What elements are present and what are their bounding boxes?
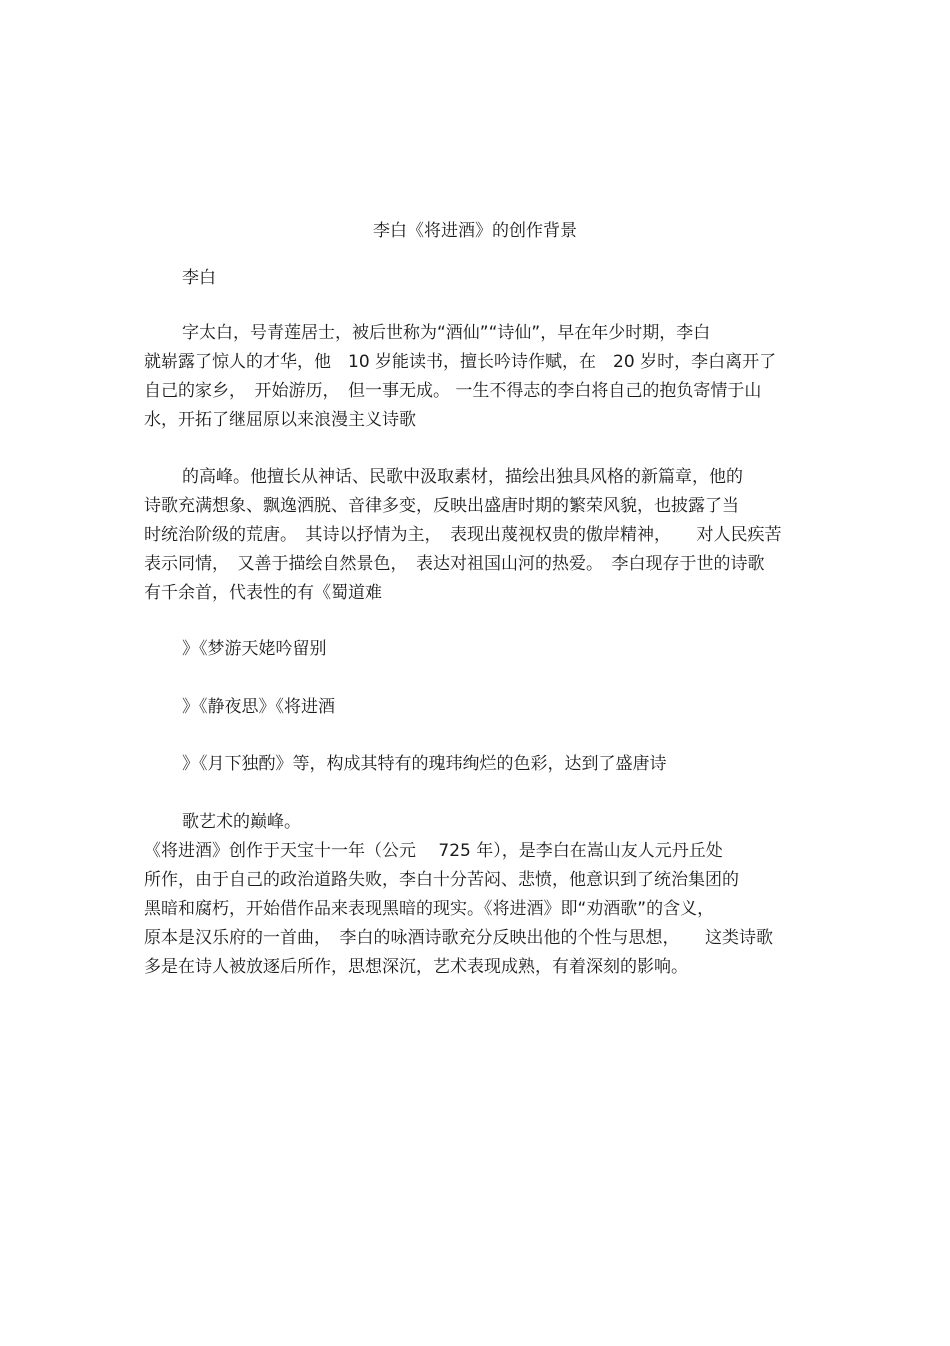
para2-line-3: 时统治阶级的荒唐。 其诗以抒情为主， 表现出蔑视权贵的傲岸精神， 对人民疾苦: [144, 525, 782, 545]
para1-line-4: 水，开拓了继屈原以来浪漫主义诗歌: [144, 410, 416, 430]
para2-line-5: 有千余首，代表性的有《蜀道难: [144, 583, 382, 603]
para3-line-3: 黑暗和腐朽，开始借作品来表现黑暗的现实。《将进酒》即“劝酒歌”的含义，: [144, 899, 715, 919]
fragment-line-2: 》《静夜思》《将进酒: [182, 697, 335, 717]
author-line: 李白: [182, 268, 216, 288]
para3-line-5: 多是在诗人被放逐后所作，思想深沉，艺术表现成熟，有着深刻的影响。: [144, 957, 688, 977]
para3-line-4: 原本是汉乐府的一首曲， 李白的咏酒诗歌充分反映出他的个性与思想， 这类诗歌: [144, 928, 773, 948]
para2-line-1: 的高峰。他擅长从神话、民歌中汲取素材，描绘出独具风格的新篇章，他的: [182, 467, 743, 487]
para1-line-2: 就崭露了惊人的才华，他 10 岁能读书，擅长吟诗作赋，在 20 岁时，李白离开了: [144, 352, 777, 372]
para3-line-2: 所作，由于自己的政治道路失败，李白十分苦闷、悲愤，他意识到了统治集团的: [144, 870, 739, 890]
para2-line-4: 表示同情， 又善于描绘自然景色， 表达对祖国山河的热爱。 李白现存于世的诗歌: [144, 554, 765, 574]
para3-line-1: 《将进酒》创作于天宝十一年（公元 725 年），是李白在嵩山友人元丹丘处: [144, 841, 723, 861]
fragment-line-4: 歌艺术的巅峰。: [182, 812, 301, 832]
fragment-line-1: 》《梦游天姥吟留别: [182, 639, 327, 659]
document-title: 李白《将进酒》的创作背景: [373, 221, 577, 241]
para1-line-3: 自己的家乡， 开始游历， 但一事无成。 一生不得志的李白将自己的抱负寄情于山: [144, 381, 762, 401]
para1-line-1: 字太白，号青莲居士，被后世称为“酒仙”“诗仙”，早在年少时期，李白: [182, 323, 711, 343]
para2-line-2: 诗歌充满想象、飘逸洒脱、音律多变，反映出盛唐时期的繁荣风貌，也披露了当: [144, 496, 739, 516]
fragment-line-3: 》《月下独酌》等，构成其特有的瑰玮绚烂的色彩，达到了盛唐诗: [182, 754, 667, 774]
